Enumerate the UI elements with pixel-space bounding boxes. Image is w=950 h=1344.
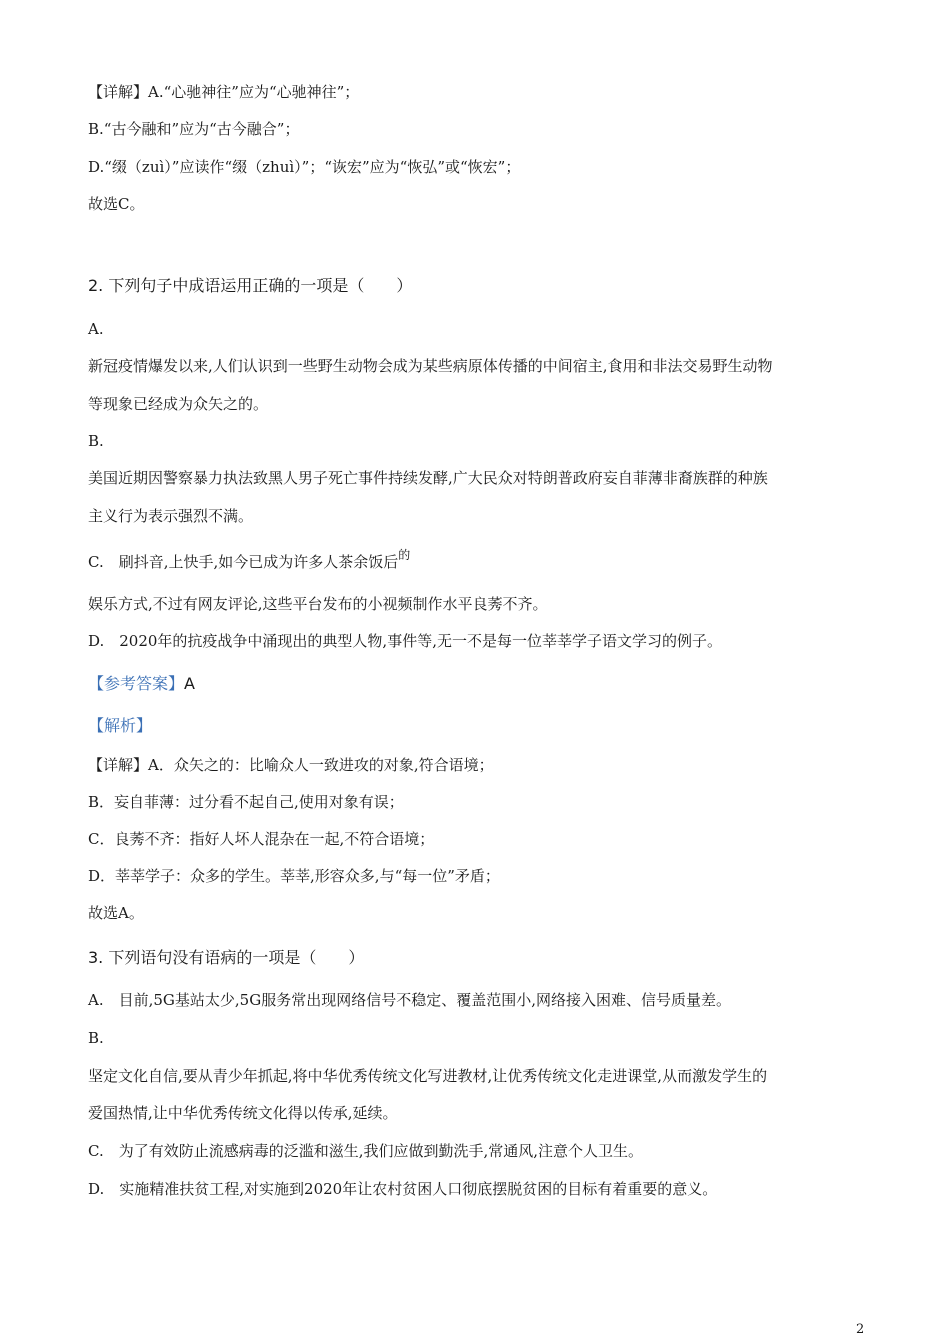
answer-label: 【参考答案】 [88,674,185,693]
q2-option-c-text-1 [88,548,411,573]
q2-conclusion: 故选A。 [88,904,144,922]
q2-option-a-text-2: 等现象已经成为众矢之的。 [88,395,269,413]
q2-option-b-text-2: 主义行为表示强烈不满。 [88,507,254,525]
detail-line-b: B.“古今融和”应为“古今融合”； [88,120,300,138]
question-3-stem: 3. 下列语句没有语病的一项是（ ） [88,948,365,967]
detail-line-d: D.“缀（zuì）”应读作“缀（zhuì）”；“诙宏”应为“恢弘”或“恢宏”； [88,158,521,176]
q3-option-b-label: B. [88,1029,104,1047]
q3-option-b-text-1: 坚定文化自信,要从青少年抓起,将中华优秀传统文化写进教材,让优秀传统文化走进课堂,从而激发学生的 [88,1067,768,1085]
q2-detail-c: C．良莠不齐：指好人坏人混杂在一起,不符合语境； [88,830,435,848]
conclusion-line: 故选C。 [88,195,145,213]
answer-line [88,674,195,694]
question-2-stem: 2. 下列句子中成语运用正确的一项是（ ） [88,276,413,295]
answer-value: A [184,674,195,693]
q3-option-c-text: C. 为了有效防止流感病毒的泛滥和滋生,我们应做到勤洗手,常通风,注意个人卫生。 [88,1142,644,1160]
q2-detail-a: 【详解】A．众矢之的：比喻众人一致进攻的对象,符合语境； [88,756,494,774]
q2-option-a-text-1: 新冠疫情爆发以来,人们认识到一些野生动物会成为某些病原体传播的中间宿主,食用和非法交易野生动物 [88,357,773,375]
q2-detail-d: D．莘莘学子：众多的学生。莘莘,形容众多,与“每一位”矛盾； [88,867,500,885]
q3-option-b-text-2: 爱国热情,让中华优秀传统文化得以传承,延续。 [88,1104,398,1122]
q2-option-d-text: D. 2020年的抗疫战争中涌现出的典型人物,事件等,无一不是每一位莘莘学子语文学习的例子。 [88,632,722,650]
q2-option-c-main: C. 刷抖音,上快手,如今已成为许多人茶余饭后 [88,553,399,571]
analysis-label: 【解析】 [88,716,153,735]
q2-option-a-label: A. [88,320,104,338]
q2-option-b-text-1: 美国近期因警察暴力执法致黑人男子死亡事件持续发酵,广大民众对特朗普政府妄自菲薄非裔族群的种族 [88,469,768,487]
q3-option-d-text: D. 实施精准扶贫工程,对实施到2020年让农村贫困人口彻底摆脱贫困的目标有着重要的意义。 [88,1180,718,1198]
page-number: 2 [856,1322,865,1337]
q2-option-b-label: B. [88,432,104,450]
detail-line-a: 【详解】A.“心驰神往”应为“心驰神往”； [88,83,360,101]
q2-detail-b: B．妄自菲薄：过分看不起自己,使用对象有误； [88,793,404,811]
q2-option-c-text-2: 娱乐方式,不过有网友评论,这些平台发布的小视频制作水平良莠不齐。 [88,595,548,613]
q3-option-a-text: A. 目前,5G基站太少,5G服务常出现网络信号不稳定、覆盖范围小,网络接入困难、信号质量差。 [88,991,731,1009]
q2-option-c-superscript: 的 [398,548,411,562]
